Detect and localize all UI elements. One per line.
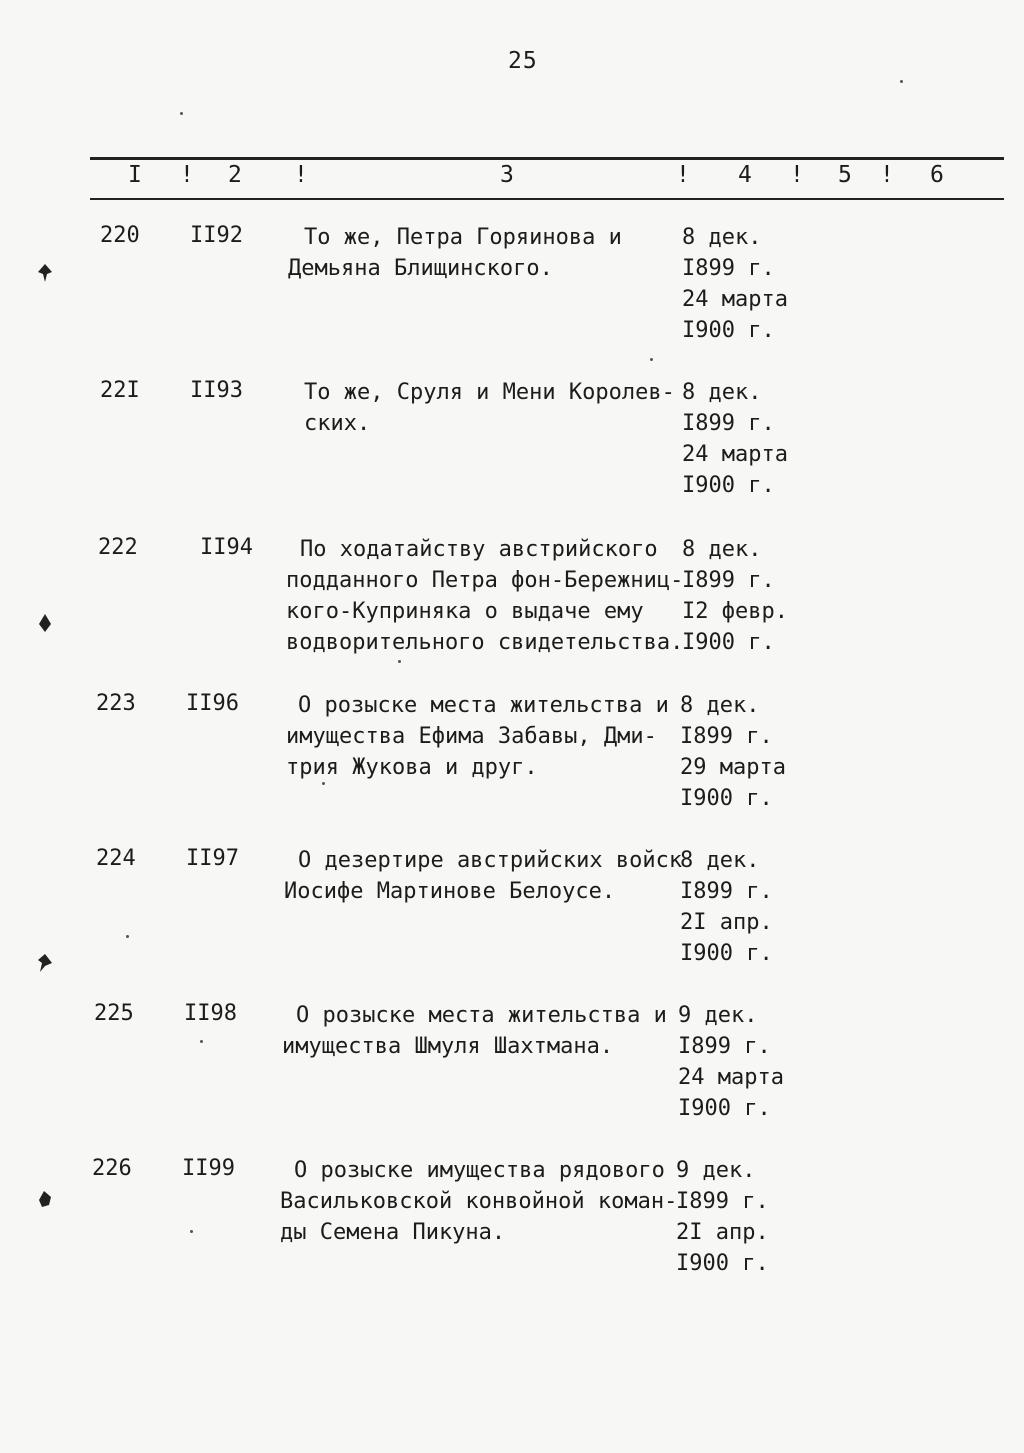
row-description-line: трия Жукова и друг. [286,755,538,780]
table-header-rule [90,198,1004,200]
row-description-line: подданного Петра фон-Бережниц- [286,568,684,593]
row-number: 222 [98,535,138,560]
row-date-line: 2I апр. [680,910,773,935]
row-description-line: То же, Сруля и Мени Королев- [304,380,675,405]
scan-speck [650,358,653,361]
row-code: II97 [186,846,239,871]
binding-hole-mark [36,952,54,974]
header-separator: ! [676,162,690,188]
row-description-line: Иосифе Мартинове Белоусе. [284,879,616,904]
row-description-line: Васильковской конвойной коман- [280,1189,678,1214]
row-date-line: I899 г. [682,256,775,281]
row-date-line: 8 дек. [682,380,762,405]
scan-speck [322,782,325,785]
row-date-line: 24 марта [682,287,788,312]
scan-speck [126,935,129,938]
row-description-line: Демьяна Блищинского. [288,256,553,281]
scan-speck [200,1040,203,1043]
row-date-line: I900 г. [678,1096,771,1121]
row-code: II94 [200,535,253,560]
row-code: II98 [184,1001,237,1026]
row-description-line: имущества Шмуля Шахтмана. [282,1034,614,1059]
row-date-line: I899 г. [678,1034,771,1059]
scan-speck [900,80,903,83]
row-date-line: 9 дек. [676,1158,756,1183]
row-number: 225 [94,1001,134,1026]
row-date-line: 8 дек. [680,693,760,718]
row-description-line: водворительного свидетельства. [286,630,684,655]
row-description-line: ды Семена Пикуна. [280,1220,506,1245]
row-description-line: О розыске места жительства и [298,693,669,718]
row-code: II92 [190,223,243,248]
header-separator: ! [880,162,894,188]
row-date-line: 29 марта [680,755,786,780]
row-date-line: I900 г. [682,318,775,343]
row-description-line: ских. [304,411,371,436]
binding-hole-mark [36,1188,54,1210]
row-date-line: 8 дек. [680,848,760,873]
scan-speck [190,1230,193,1233]
row-number: 22I [100,378,140,403]
row-date-line: I899 г. [682,411,775,436]
binding-hole-mark [36,612,54,634]
table-row [0,998,1024,1148]
row-number: 226 [92,1156,132,1181]
table-row [0,688,1024,838]
row-description-line: О розыске места жительства и [296,1003,667,1028]
table-row [0,375,1024,525]
row-description-line: О дезертире австрийских войск [298,848,683,873]
row-date-line: 9 дек. [678,1003,758,1028]
row-code: II93 [190,378,243,403]
header-col-4: 4 [738,162,752,188]
row-date-line: I900 г. [680,786,773,811]
row-description-line: То же, Петра Горяинова и [304,225,622,250]
row-number: 223 [96,691,136,716]
header-col-5: 5 [838,162,852,188]
table-row [0,220,1024,370]
header-col-6: 6 [930,162,944,188]
row-date-line: I900 г. [676,1251,769,1276]
table-row [0,843,1024,993]
header-separator: ! [180,162,194,188]
table-row [0,1153,1024,1303]
row-date-line: I899 г. [680,724,773,749]
row-date-line: I899 г. [676,1189,769,1214]
row-description-line: имущества Ефима Забавы, Дми- [286,724,657,749]
row-date-line: 2I апр. [676,1220,769,1245]
row-code: II99 [182,1156,235,1181]
header-separator: ! [294,162,308,188]
scan-speck [180,112,183,115]
row-date-line: 8 дек. [682,537,762,562]
header-separator: ! [790,162,804,188]
row-date-line: I900 г. [682,630,775,655]
row-date-line: I899 г. [682,568,775,593]
row-code: II96 [186,691,239,716]
row-date-line: I900 г. [680,941,773,966]
page-number: 25 [508,48,538,74]
row-date-line: 8 дек. [682,225,762,250]
header-col-3: 3 [500,162,514,188]
row-date-line: I899 г. [680,879,773,904]
header-col-2: 2 [228,162,242,188]
header-col-1: I [128,162,142,188]
row-description-line: О розыске имущества рядового [294,1158,665,1183]
table-row [0,532,1024,682]
scan-speck [398,660,401,663]
row-date-line: 24 марта [678,1065,784,1090]
row-date-line: I2 февр. [682,599,788,624]
row-description-line: кого-Куприняка о выдаче ему [286,599,644,624]
table-top-rule [90,157,1004,160]
row-number: 224 [96,846,136,871]
row-number: 220 [100,223,140,248]
row-date-line: 24 марта [682,442,788,467]
row-description-line: По ходатайству австрийского [300,537,658,562]
row-date-line: I900 г. [682,473,775,498]
binding-hole-mark [36,262,54,284]
